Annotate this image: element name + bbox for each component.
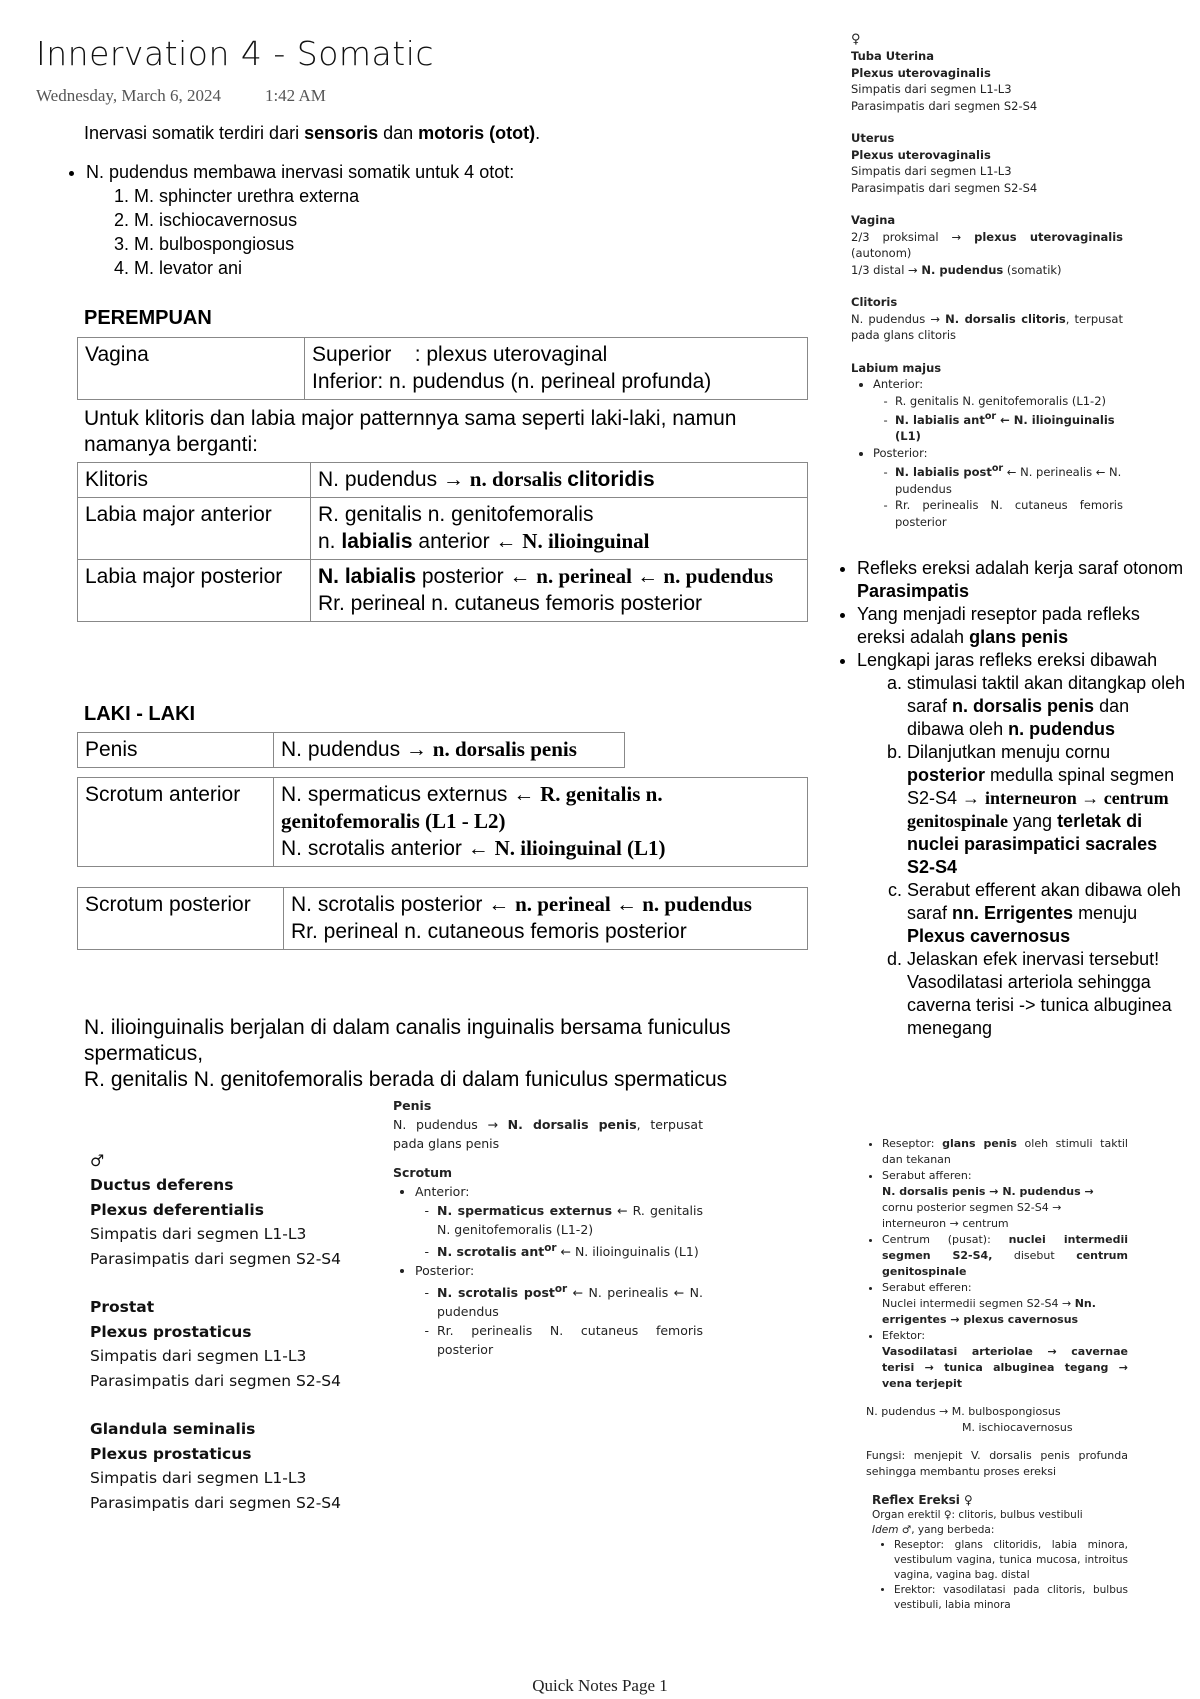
fb-clitoris-dorsalis: N. dorsalis clitoris: [945, 311, 1066, 326]
list-item: [437, 1201, 703, 1239]
lmp-text: posterior ←: [416, 565, 537, 588]
pb-anterior: [415, 1182, 703, 1261]
fb-tuba-title: Tuba Uterina: [851, 49, 934, 63]
fb-labium-title: Labium majus: [851, 360, 942, 375]
refleks-glans: glans penis: [969, 627, 1069, 647]
page-footer: Quick Notes Page 1: [532, 1676, 668, 1695]
list-item: [882, 1136, 1128, 1168]
gs-simpatis: Simpatis dari segmen L1-L3: [90, 1469, 307, 1487]
list-item: [857, 649, 1187, 1040]
pb-post1-bold: N. scrotalis post: [437, 1285, 555, 1301]
sa-genitalis: R. genitalis n. genitofemoralis (L1 - L2): [281, 782, 663, 833]
refleks-text: Refleks ereksi adalah kerja saraf otonom: [857, 558, 1184, 578]
fb-clitoris-title: Clitoris: [851, 295, 898, 309]
sp-line2: Rr. perineal n. cutaneous femoris posterior: [291, 920, 687, 943]
list-item: [857, 603, 1187, 649]
list-item: - R. genitalis N. genitofemoralis (L1-2): [895, 393, 1123, 410]
pb-ant2-text: ← N. ilioinguinalis (L1): [556, 1244, 699, 1260]
penis-cell: [274, 733, 625, 768]
pudendus-lead-text: N. pudendus membawa inervasi somatik untuk 4 otot:: [86, 162, 515, 182]
penis-table: [77, 732, 625, 768]
lma-line1: R. genitalis n. genitofemoralis: [318, 503, 594, 526]
pb-dorsalis: N. dorsalis penis: [507, 1117, 637, 1132]
fb-uterus-para: Parasimpatis dari segmen S2-S4: [851, 180, 1038, 195]
female-symbol-icon: ♀: [851, 32, 861, 47]
vagina-table: [77, 337, 808, 400]
penis-dorsalis: n. dorsalis penis: [432, 737, 577, 761]
dd-parasimpatis: Parasimpatis dari segmen S2-S4: [90, 1249, 341, 1268]
sn-nuclei: nuclei intermedii segmen S2-S4,: [882, 1233, 1128, 1262]
pb-ant1-bold: N. spermaticus externus: [437, 1203, 613, 1218]
fb-vagina-pudendus: N. pudendus: [921, 262, 1004, 277]
muscle-item: 2. M. ischiocavernosus: [134, 208, 514, 232]
list-item: [882, 1168, 1128, 1232]
sn-efektor: • Efektor:: [882, 1329, 926, 1342]
dd-title: Ductus deferens: [90, 1176, 234, 1194]
fb-uterus-simp: Simpatis dari segmen L1-L3: [851, 164, 1012, 178]
pb-text: N. pudendus →: [393, 1117, 508, 1132]
pb-title: Penis: [393, 1098, 432, 1113]
dd-plexus: Plexus deferentialis: [90, 1200, 264, 1219]
sn-fungsi: Fungsi: menjepit V. dorsalis penis profunda sehingga membantu proses ereksi: [866, 1449, 1128, 1478]
table-row: [78, 463, 808, 498]
pr-simpatis: Simpatis dari segmen L1-L3: [90, 1347, 307, 1365]
sn-text2: oleh stimuli taktil dan tekanan: [882, 1137, 1128, 1166]
refleks-text3: Lengkapi jaras refleks ereksi dibawah: [857, 650, 1158, 670]
fb-post1-text: ← N. perinealis ← N. pudendus: [895, 465, 1122, 496]
rd-question: d. Jelaskan efek inervasi tersebut!: [907, 949, 1160, 969]
pb-post1-text: ← N. perinealis ← N. pudendus: [437, 1285, 703, 1320]
klitoris-labia-table: [77, 462, 808, 622]
fb-clitoris-text: N. pudendus →: [851, 311, 946, 326]
table-row: [78, 498, 808, 560]
sn-centrum: Centrum (pusat):: [882, 1233, 1009, 1246]
sn-efferen-bold: Nn. errigentes → plexus cavernosus: [882, 1297, 1096, 1326]
lma-text2: anterior ←: [412, 530, 523, 553]
fb-post1-bold: N. labialis post: [895, 465, 992, 480]
penis-text: N. pudendus →: [281, 738, 433, 761]
rb-interneuron: interneuron → centrum genitospinale: [907, 788, 1169, 831]
rc-errigentes: nn. Errigentes: [952, 903, 1074, 923]
fb-uterus-plexus: Plexus uterovaginalis: [851, 147, 991, 162]
fb-tuba-simp: Simpatis dari segmen L1-L3: [851, 82, 1012, 96]
lma-cell: [311, 498, 808, 560]
rc-text2: menuju: [1073, 903, 1138, 923]
sp-text: N. scrotalis posterior ←: [291, 893, 516, 916]
female-organs-box: [851, 32, 1123, 530]
list-item: • Erektor: vasodilatasi pada clitoris, bulbus vestibuli, labia minora: [894, 1583, 1128, 1613]
pr-plexus: Plexus prostaticus: [90, 1322, 252, 1341]
fb-vagina-title: Vagina: [851, 213, 896, 227]
sp-line1: [291, 891, 800, 918]
rb-text2: medulla spinal segmen S2-S4 →: [907, 765, 1175, 808]
muscle-item: 4. M. levator ani: [134, 256, 514, 280]
fb-clitoris-text2: , terpusat pada glans clitoris: [851, 311, 1123, 342]
lmp-labialis: N. labialis: [318, 565, 417, 588]
sn-glans: glans penis: [942, 1137, 1017, 1150]
fb-posterior: [873, 445, 1123, 530]
pr-title: Prostat: [90, 1298, 155, 1316]
klitoris-text: N. pudendus →: [318, 468, 470, 491]
gs-parasimpatis: Parasimpatis dari segmen S2-S4: [90, 1493, 341, 1512]
list-item: [882, 1280, 1128, 1328]
sa-line1: [281, 781, 800, 835]
intro-text-end: .: [535, 123, 541, 143]
lmp-perineal: n. perineal ← n. pudendus: [536, 564, 774, 588]
intro-line: [84, 121, 540, 145]
intro-text: Inervasi somatik terdiri dari: [84, 123, 305, 143]
sn-genitospinale: centrum genitospinale: [882, 1249, 1128, 1278]
refleks-parasimpatis: Parasimpatis: [857, 581, 970, 601]
ra-pudendus: n. pudendus: [1008, 719, 1116, 739]
sa-ilioinguinal: N. ilioinguinal (L1): [494, 836, 666, 860]
ilio-line2: R. genitalis N. genitofemoralis berada di dalam funiculus spermaticus: [84, 1068, 728, 1091]
klitoris-label: Klitoris: [78, 463, 311, 498]
list-item: [882, 1232, 1128, 1280]
sn-efektor-bold: Vasodilatasi arteriolae → cavernae terisi → tunica albuginea tegang → vena terjepit: [882, 1345, 1128, 1390]
sn-afferen: • Serabut afferen:: [882, 1169, 972, 1182]
pb-ant2-bold: N. scrotalis ant: [437, 1244, 545, 1260]
scrotum-posterior-table: [77, 887, 808, 950]
rd-answer: Vasodilatasi arteriola sehingga caverna terisi -> tunica albuginea menegang: [907, 972, 1172, 1038]
fb-vagina-text2: 1/3 distal →: [851, 262, 922, 277]
pb-scrotum-title: Scrotum: [393, 1165, 453, 1180]
pudendus-lead: [86, 160, 514, 280]
klitoris-cell: [311, 463, 808, 498]
fb-clitoris-line: [851, 311, 1123, 344]
sn-disebut: disebut: [992, 1249, 1077, 1262]
list-item: [907, 672, 1187, 741]
lma-labialis: labialis: [341, 530, 413, 553]
pb-text2: , terpusat pada glans penis: [393, 1117, 703, 1151]
small-notes-box: [866, 1136, 1128, 1613]
list-item: - Rr. perinealis N. cutaneus femoris posterior: [895, 497, 1123, 530]
rb-posterior: posterior: [907, 765, 986, 785]
fb-ant2-sup: or: [984, 411, 997, 422]
perempuan-note: Untuk klitoris dan labia major patternnya sama seperti laki-laki, namun namanya berganti:: [84, 407, 737, 456]
fb-vagina-line1: [851, 229, 1123, 262]
muscle-item: 3. M. bulbospongiosus: [134, 232, 514, 256]
pr-parasimpatis: Parasimpatis dari segmen S2-S4: [90, 1371, 341, 1390]
rb-text3: yang: [1008, 811, 1058, 831]
pudendus-list: [58, 160, 514, 280]
ilio-line1: N. ilioinguinalis berjalan di dalam canalis inguinalis bersama funiculus spermaticus,: [84, 1016, 731, 1065]
sn-rf-2: [872, 1523, 1128, 1538]
penis-label: Penis: [78, 733, 274, 768]
table-row: [78, 560, 808, 622]
sa-cell: [274, 778, 808, 867]
list-item: • Reseptor: glans clitoridis, labia minora, vestibulum vagina, tunica mucosa, introitus vagina, vagina bag. distal: [894, 1538, 1128, 1583]
fb-uterus-title: Uterus: [851, 131, 895, 145]
fb-anterior: [873, 376, 1123, 445]
fb-anterior-label: Anterior:: [873, 377, 924, 391]
muscle-item: 1. M. sphincter urethra externa: [134, 184, 514, 208]
ra-text: stimulasi taktil akan ditangkap oleh saraf: [907, 673, 1186, 716]
gs-plexus: Plexus prostaticus: [90, 1444, 252, 1463]
penis-scrotum-box: [393, 1096, 703, 1359]
list-item: [857, 557, 1187, 603]
list-item: [437, 1280, 703, 1321]
list-item: [882, 1328, 1128, 1392]
ilio-paragraph: [84, 1015, 764, 1093]
sn-efferen-text: Nuclei intermedii segmen S2-S4 →: [882, 1297, 1075, 1310]
sn-afferen-bold: N. dorsalis penis → N. pudendus →: [882, 1185, 1094, 1198]
sa-line2: [281, 835, 800, 862]
vagina-label: Vagina: [78, 338, 305, 400]
male-symbol-icon: ♂: [90, 1151, 105, 1170]
page-time: 1:42 AM: [264, 86, 326, 105]
list-item: - Rr. perinealis N. cutaneus femoris posterior: [437, 1321, 703, 1359]
fb-vagina-somatik: (somatik): [1003, 262, 1062, 277]
gs-title: Glandula seminalis: [90, 1420, 256, 1438]
ra-text2: dan dibawa oleh: [907, 696, 1130, 739]
scrotum-anterior-table: [77, 777, 808, 867]
vagina-superior: Superior : plexus uterovaginal: [312, 343, 608, 366]
fb-vagina-text: 2/3 proksimal →: [851, 229, 975, 244]
page-title: Innervation 4 - Somatic: [36, 34, 435, 73]
lma-ilioinguinal: N. ilioinguinal: [522, 529, 650, 553]
sn-rf-title: Reflex Ereksi ♀: [872, 1493, 973, 1507]
dd-simpatis: Simpatis dari segmen L1-L3: [90, 1225, 307, 1243]
rc-text: Serabut efferent akan dibawa oleh saraf: [907, 880, 1181, 923]
pb-line: [393, 1115, 703, 1153]
pb-anterior-label: Anterior:: [415, 1184, 470, 1199]
pb-ant2-sup: or: [544, 1242, 557, 1254]
refleks-list: [831, 557, 1187, 1040]
sn-efferen: • Serabut efferen:: [882, 1281, 972, 1294]
lma-label: Labia major anterior: [78, 498, 311, 560]
lmp-line2: Rr. perineal n. cutaneus femoris posterior: [318, 592, 703, 615]
intro-motoris: motoris (otot): [418, 123, 536, 143]
list-item: [907, 741, 1187, 879]
list-item: [907, 879, 1187, 948]
list-item: [895, 409, 1123, 445]
vagina-inferior: Inferior: n. pudendus (n. perineal profunda): [312, 370, 712, 393]
sn-afferen-text: cornu posterior segmen S2-S4 → interneuron → centrum: [882, 1201, 1062, 1230]
sn-rf-2-text: ♂, yang berbeda:: [898, 1524, 995, 1536]
klitoris-bold: n. dorsalis: [469, 467, 568, 491]
laki-heading: LAKI - LAKI: [84, 703, 196, 725]
sp-perineal: n. perineal ← n. pudendus: [515, 892, 752, 916]
ra-dorsalis: n. dorsalis penis: [952, 696, 1095, 716]
pb-post1-sup: or: [554, 1283, 568, 1296]
lma-line2: [318, 528, 800, 555]
fb-tuba-plexus: Plexus uterovaginalis: [851, 65, 991, 80]
page-date: Wednesday, March 6, 2024: [36, 86, 221, 105]
sa-text2: N. scrotalis anterior ←: [281, 837, 495, 860]
page-datetime: [36, 86, 370, 106]
sn-rf-idem: Idem: [872, 1524, 899, 1536]
perempuan-heading: PEREMPUAN: [84, 307, 212, 329]
list-item: [437, 1239, 703, 1261]
klitoris-clitoridis: clitoridis: [567, 468, 655, 491]
intro-text-mid: dan: [378, 123, 419, 143]
rb-nuclei: terletak di nuclei parasimpatici sacrales S2-S4: [907, 811, 1158, 877]
refleks-text2: Yang menjadi reseptor pada refleks ereksi adalah: [857, 604, 1140, 647]
fb-vagina-plexus: plexus uterovaginalis: [974, 229, 1123, 244]
list-item: [907, 948, 1187, 1040]
fb-vagina-line2: [851, 262, 1123, 279]
lmp-line1: [318, 563, 800, 590]
fb-ant2-rest: ← N. ilioinguinalis (L1): [895, 412, 1115, 444]
male-organs-box: [90, 1149, 390, 1515]
rc-plexus: Plexus cavernosus: [907, 926, 1071, 946]
lmp-label: Labia major posterior: [78, 560, 311, 622]
lma-text: n.: [318, 530, 342, 553]
vagina-cell: [305, 338, 808, 400]
list-item: [895, 461, 1123, 497]
sa-text: N. spermaticus externus ←: [281, 783, 541, 806]
fb-ant2-bold: N. labialis ant: [895, 412, 985, 427]
sn-rf-1: Organ erektil ♀: clitoris, bulbus vestibuli: [872, 1509, 1083, 1521]
sp-cell: [284, 888, 808, 950]
intro-sensoris: sensoris: [304, 123, 379, 143]
sp-label: Scrotum posterior: [78, 888, 284, 950]
fb-posterior-label: Posterior:: [873, 445, 928, 460]
fb-tuba-para: Parasimpatis dari segmen S2-S4: [851, 98, 1038, 113]
pb-ant1-text: ← R. genitalis N. genitofemoralis (L1-2): [437, 1203, 703, 1237]
sa-label: Scrotum anterior: [78, 778, 274, 867]
rb-text: Dilanjutkan menuju cornu: [907, 742, 1111, 762]
fb-vagina-autonom: (autonom): [851, 246, 912, 260]
sn-text: Reseptor:: [882, 1137, 943, 1150]
lmp-cell: [311, 560, 808, 622]
pb-posterior-label: Posterior:: [415, 1263, 475, 1279]
sn-pud1: N. pudendus → M. bulbospongiosus: [866, 1405, 1061, 1418]
fb-post1-sup: or: [991, 463, 1004, 475]
sn-pud2: M. ischiocavernosus: [962, 1421, 1073, 1434]
pb-posterior: [415, 1261, 703, 1359]
